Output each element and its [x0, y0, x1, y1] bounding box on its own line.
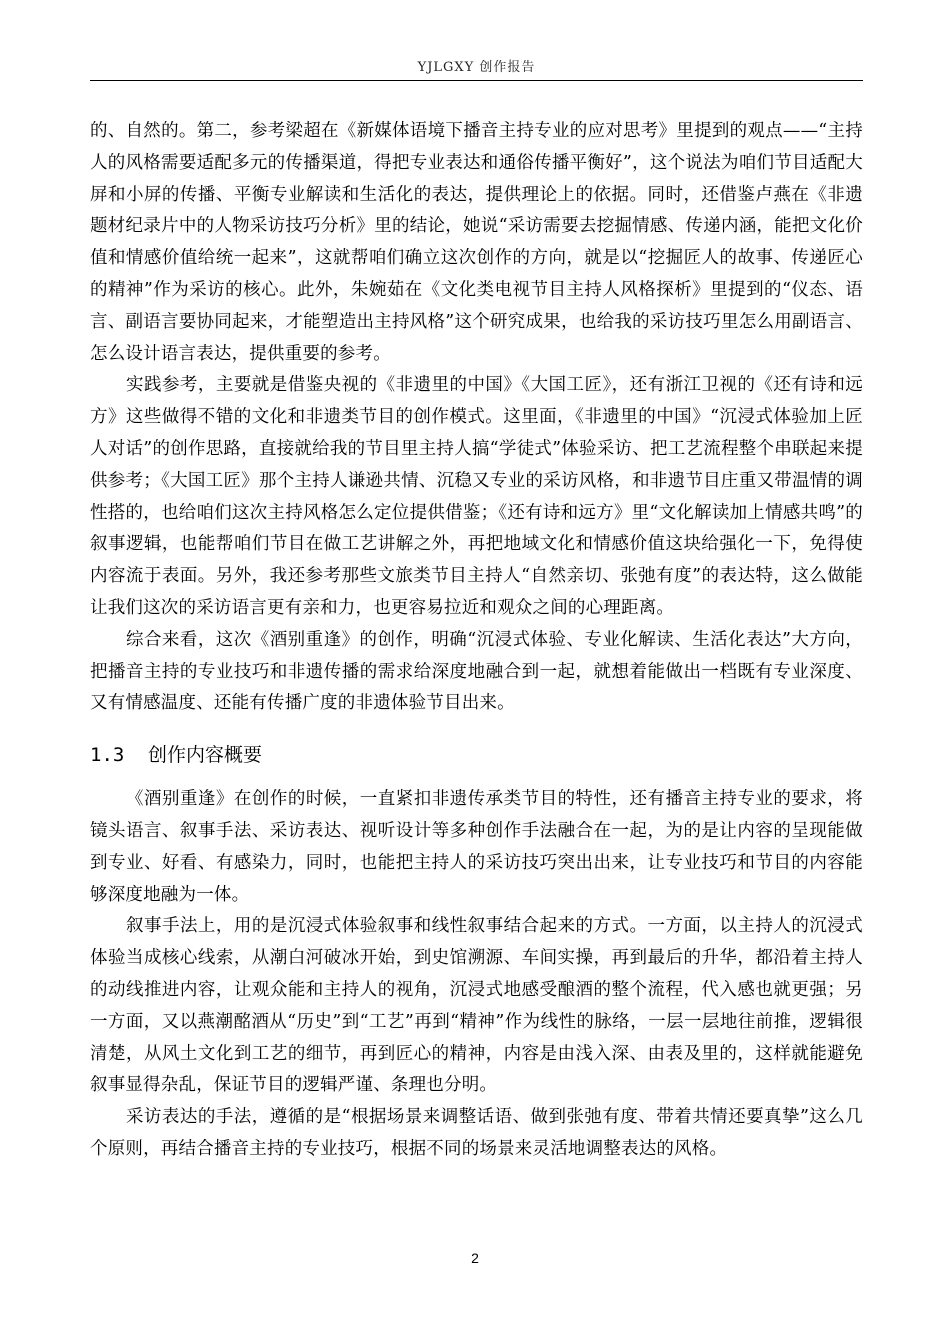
- page-body: [90, 116, 863, 1166]
- body-paragraph: 《酒别重逢》在创作的时候，一直紧扣非遗传承类节目的特性，还有播音主持专业的要求，将镜头语言、叙事手法、采访表达、视听设计等多种创作手法融合在一起，为的是让内容的呈现能做到专业、好看、有感染力，同时，也能把主持人的采访技巧突出出来，让专业技巧和节目的内容能够深度地融为一体。: [90, 789, 863, 905]
- header-divider: [90, 80, 863, 81]
- body-paragraph: 实践参考，主要就是借鉴央视的《非遗里的中国》《大国工匠》，还有浙江卫视的《还有诗和远方》这些做得不错的文化和非遗类节目的创作模式。这里面，《非遗里的中国》“沉浸式体验加上匠人对话”的创作思路，直接就给我的节目里主持人搞“学徒式”体验采访、把工艺流程整个串联起来提供参考；《大国工匠》那个主持人谦逊共情、沉稳又专业的采访风格，和非遗节目庄重又带温情的调性搭的，也给咱们这次主持风格怎么定位提供借鉴；《还有诗和远方》里“文化解读加上情感共鸣”的叙事逻辑，也能帮咱们节目在做工艺讲解之外，再把地域文化和情感价值这块给强化一下，免得使内容流于表面。另外，我还参考那些文旅类节目主持人“自然亲切、张弛有度”的表达特，这么做能让我们这次的采访语言更有亲和力，也更容易拉近和观众之间的心理距离。: [90, 375, 863, 618]
- body-paragraph: 叙事手法上，用的是沉浸式体验叙事和线性叙事结合起来的方式。一方面，以主持人的沉浸式体验当成核心线索，从潮白河破冰开始，到史馆溯源、车间实操，再到最后的升华，都沿着主持人的动线推进内容，让观众能和主持人的视角，沉浸式地感受酿酒的整个流程，代入感也就更强；另一方面，又以燕潮酩酒从“历史”到“工艺”再到“精神”作为线性的脉络，一层一层地往前推，逻辑很清楚，从风土文化到工艺的细节，再到匠心的精神，内容是由浅入深、由表及里的，这样就能避免叙事显得杂乱，保证节目的逻辑严谨、条理也分明。: [90, 916, 863, 1096]
- section-heading: [90, 738, 863, 772]
- section-number: 1.3: [90, 744, 125, 767]
- section-title: 创作内容概要: [148, 744, 263, 767]
- page-number: 2: [471, 1250, 479, 1266]
- bottom-paragraphs: [90, 784, 863, 1166]
- body-paragraph: 的、自然的。第二，参考梁超在《新媒体语境下播音主持专业的应对思考》里提到的观点——“主持人的风格需要适配多元的传播渠道，得把专业表达和通俗传播平衡好”，这个说法为咱们节目适配大屏和小屏的传播、平衡专业解读和生活化的表达，提供理论上的依据。同时，还借鉴卢燕在《非遗题材纪录片中的人物采访技巧分析》里的结论，她说“采访需要去挖掘情感、传递内涵，能把文化价值和情感价值给统一起来”，这就帮咱们确立这次创作的方向，就是以“挖掘匠人的故事、传递匠心的精神”作为采访的核心。此外，朱婉茹在《文化类电视节目主持人风格探析》里提到的“仪态、语言、副语言要协同起来，才能塑造出主持风格”这个研究成果，也给我的采访技巧里怎么用副语言、怎么设计语言表达，提供重要的参考。: [90, 121, 863, 364]
- running-header: YJLGXY 创作报告: [417, 60, 536, 75]
- body-paragraph: 综合来看，这次《酒别重逢》的创作，明确“沉浸式体验、专业化解读、生活化表达”大方向，把播音主持的专业技巧和非遗传播的需求给深度地融合到一起，就想着能做出一档既有专业深度、又有情感温度、还能有传播广度的非遗体验节目出来。: [90, 629, 863, 714]
- top-paragraphs: [90, 116, 863, 720]
- body-paragraph: 采访表达的手法，遵循的是“根据场景来调整话语、做到张弛有度、带着共情还要真挚”这么几个原则，再结合播音主持的专业技巧，根据不同的场景来灵活地调整表达的风格。: [90, 1107, 863, 1159]
